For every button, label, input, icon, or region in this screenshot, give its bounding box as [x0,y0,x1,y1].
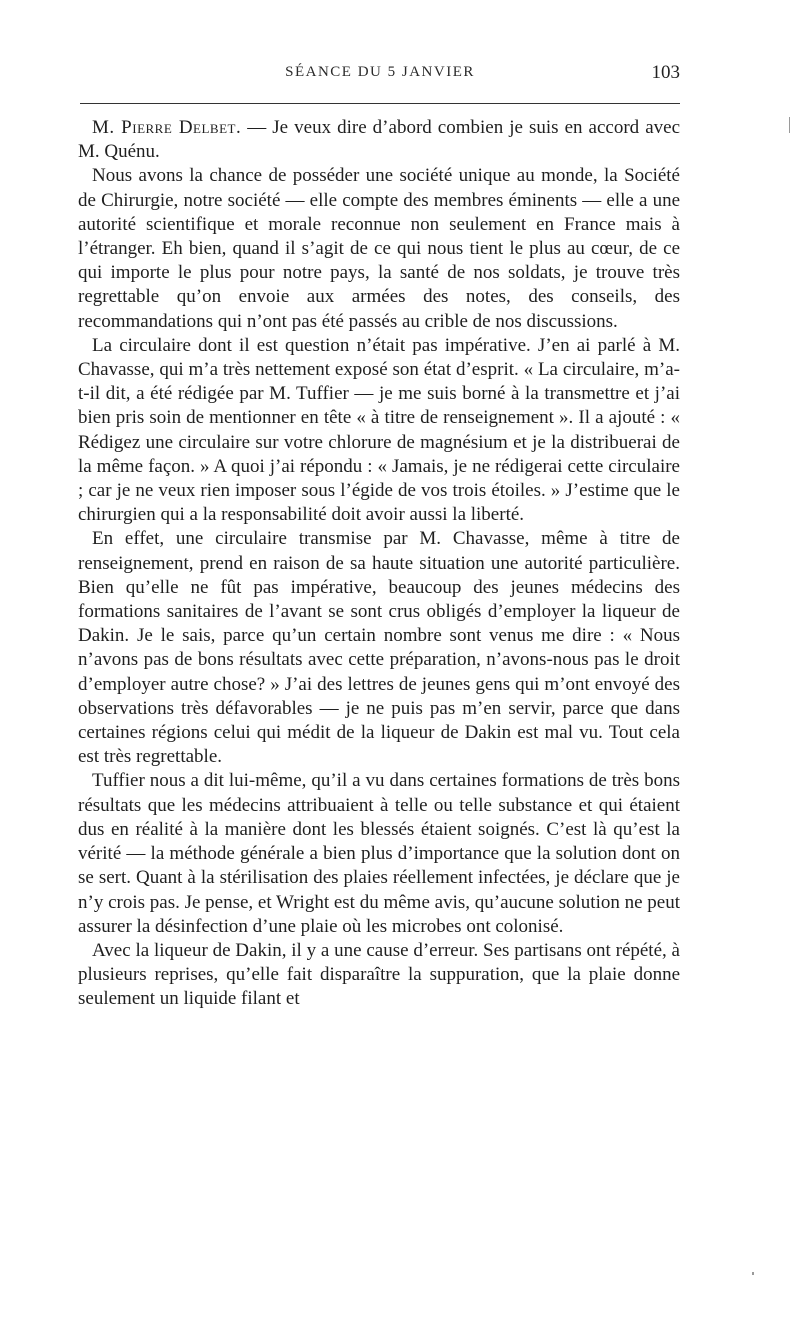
page-header [80,64,680,94]
body-text [78,116,680,1012]
header-rule [80,103,680,104]
paragraph-6: Avec la liqueur de Dakin, il y a une cause d’erreur. Ses partisans ont répété, à plusieurs reprises, qu’elle fait disparaître la suppuration, que la plaie donne seulement un liquide filant et [78,939,680,1010]
margin-speck [752,1272,754,1275]
paragraph-2: Nous avons la chance de posséder une société unique au monde, la Société de Chirurgie, notre société — elle compte des membres éminents — elle a une autorité scientifique et morale reconnue non seulement en France mais à l’étranger. Eh bien, quand il s’agit de ce qui nous tient le plus au cœur, de ce qui importe le plus pour notre pays, la santé de nos soldats, je trouve très regrettable qu’on envoie aux armées des notes, des conseils, des recommandations qui n’ont pas été passés au crible de nos discussions. [78,165,680,332]
paragraph-4: En effet, une circulaire transmise par M. Chavasse, même à titre de renseignement, prend en raison de sa haute situation une autorité particulière. Bien qu’elle ne fût pas impérative, beaucoup des jeunes médecins des formations sanitaires de l’avant se sont crus obligés d’employer la liqueur de Dakin. Je le sais, parce qu’un certain nombre sont venus me dire : « Nous n’avons pas de bons résultats avec cette préparation, n’avons-nous pas le droit d’employer autre chose? » J’ai des lettres de jeunes gens qui m’ont envoyé des observations très défavorables — je ne puis pas m’en servir, parce que dans certaines régions celui qui médit de la liqueur de Dakin est mal vu. Tout cela est très regrettable. [78,528,680,768]
margin-speck [789,117,790,133]
paragraph-1-text: — Je veux dire d’abord combien je suis en accord avec M. Quénu. [78,117,680,163]
page-number: 103 [651,62,680,83]
running-title: SÉANCE DU 5 JANVIER [285,64,475,80]
paragraph-3: La circulaire dont il est question n’était pas impérative. J’en ai parlé à M. Chavasse, qui m’a très nettement exposé son état d’esprit. « La circulaire, m’a-t-il dit, a été rédigée par M. Tuffier — je me suis borné à la transmettre et j’ai bien pris soin de mentionner en tête « à titre de renseignement ». Il a ajouté : « Rédigez une circulaire sur votre chlorure de magnésium et je la distribuerai de la même façon. » A quoi j’ai répondu : « Jamais, je ne rédigerai cette circulaire ; car je ne veux rien imposer sous l’égide de vos trois étoiles. » J’estime que le chirurgien qui a la responsabilité doit avoir aussi la liberté. [78,334,680,526]
paragraph-1 [78,116,680,164]
paragraph-5: Tuffier nous a dit lui-même, qu’il a vu dans certaines formations de très bons résultats que les médecins attribuaient à telle ou telle substance et qui étaient dus en réalité à la manière dont les blessés étaient soignés. C’est là qu’est la vérité — la méthode générale a bien plus d’importance que la solution dont on se sert. Quant à la stérilisation des plaies réellement infectées, je déclare que je n’y crois pas. Je pense, et Wright est du même avis, qu’aucune solution ne peut assurer la désinfection d’une plaie où les microbes ont colonisé. [78,770,680,937]
speaker-name: M. Pierre Delbet. [92,117,242,138]
